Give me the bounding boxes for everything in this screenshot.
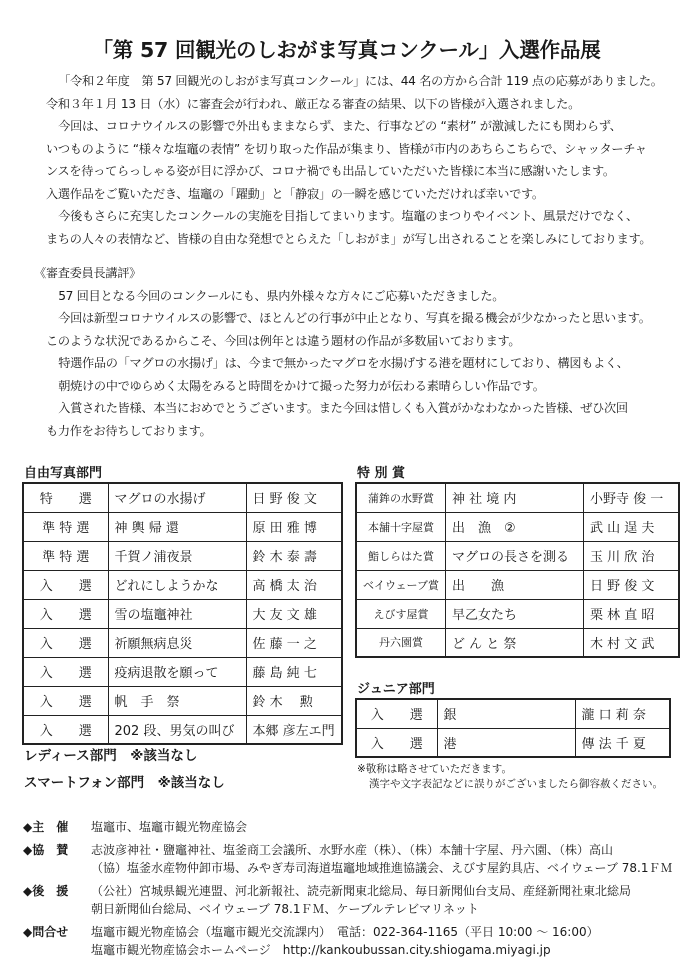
junior-section-heading: ジュニア部門 — [357, 682, 435, 697]
review-line: も力作をお待ちしております。 — [46, 423, 212, 438]
photographer-cell: 佐 藤 一 之 — [246, 628, 342, 657]
review-heading: 《審査委員長講評》 — [34, 266, 141, 280]
table-row — [23, 570, 342, 599]
free-section-table — [22, 482, 343, 745]
photographer-cell: 傳 法 千 夏 — [575, 728, 670, 757]
work-title-cell: 祈願無病息災 — [108, 628, 246, 657]
info-block — [23, 818, 673, 964]
page-title: 「第 57 回観光のしおがま写真コンクール」入選作品展 — [92, 38, 601, 62]
work-title-cell: 銀 — [437, 699, 575, 728]
special-section-heading: 特 別 賞 — [357, 466, 406, 481]
award-rank-cell: 入 選 — [23, 628, 108, 657]
award-rank-cell: 鮨しらはた賞 — [356, 541, 446, 570]
award-rank-cell: 入 選 — [356, 728, 437, 757]
photographer-cell: 藤 島 純 七 — [246, 657, 342, 686]
work-title-cell: 千賀ノ浦夜景 — [108, 541, 246, 570]
info-line: 朝日新聞仙台総局、ベイウェーブ 78.1ＦＭ、ケーブルテレビマリネット — [91, 902, 479, 916]
award-rank-cell: 入 選 — [356, 699, 437, 728]
photographer-cell: 日 野 俊 文 — [246, 483, 342, 512]
intro-line: まちの人々の表情など、皆様の自由な発想でとらえた「しおがま」が写し出されることを楽しみにしております。 — [46, 231, 652, 246]
honorific-note-line: ※敬称は略させていただきます。 — [357, 763, 512, 775]
table-row — [356, 570, 679, 599]
work-title-cell: 出 漁 — [446, 570, 584, 599]
info-values — [91, 882, 673, 919]
intro-line: いつものように “様々な塩竈の表情” を切り取った作品が集まり、皆様が市内のあちらこちらで、シャッターチャ — [46, 141, 647, 156]
ladies-note: レディース部門 ※該当なし — [24, 748, 198, 764]
review-line: 今回は新型コロナウイルスの影響で、ほとんどの行事が中止となり、写真を撮る機会が少なかったと思います。 — [58, 311, 651, 325]
photographer-cell: 木 村 文 武 — [584, 628, 679, 657]
table-row — [356, 699, 670, 728]
award-rank-cell: 特 選 — [23, 483, 108, 512]
award-rank-cell: ベイウェーブ賞 — [356, 570, 446, 599]
award-rank-cell: 入 選 — [23, 657, 108, 686]
free-section-heading: 自由写真部門 — [24, 466, 103, 481]
info-line: 塩竈市、塩竈市観光物産協会 — [91, 820, 248, 834]
info-line: （公社）宮城県観光連盟、河北新報社、読売新聞東北総局、毎日新聞仙台支局、産経新聞社東北総局 — [91, 883, 632, 898]
info-line: 塩竈市観光物産協会ホームページ http://kankoubussan.city.shiogama.miyagi.jp — [91, 943, 551, 957]
award-rank-cell: 入 選 — [23, 599, 108, 628]
table-row — [23, 686, 342, 715]
info-label: ◆主 催 — [23, 820, 69, 834]
award-rank-cell: 入 選 — [23, 570, 108, 599]
table-row — [23, 512, 342, 541]
info-label: ◆問合せ — [23, 924, 69, 939]
work-title-cell: 202 段、男気の叫び — [108, 715, 246, 744]
photographer-cell: 武 山 逞 夫 — [584, 512, 679, 541]
honorific-note — [357, 762, 663, 792]
work-title-cell: ど ん と 祭 — [446, 628, 584, 657]
work-title-cell: 神 輿 帰 還 — [108, 512, 246, 541]
info-row — [23, 841, 673, 878]
intro-line: ンスを待ってらっしゃる姿が目に浮かび、コロナ禍でも出品していただいた皆様に本当に感謝いたします。 — [46, 164, 615, 178]
intro-line: 入選作品をご覧いただき、塩竈の「躍動」と「静寂」の一瞬を感じていただければ幸いです。 — [46, 186, 544, 201]
info-values — [91, 923, 673, 960]
table-row — [23, 541, 342, 570]
photographer-cell: 鈴 木 泰 壽 — [246, 541, 342, 570]
work-title-cell: マグロの長さを測る — [446, 541, 584, 570]
award-rank-cell: 入 選 — [23, 686, 108, 715]
photographer-cell: 玉 川 欣 治 — [584, 541, 679, 570]
info-label: ◆後 援 — [23, 883, 69, 898]
info-line: 志波彦神社・鹽竈神社、塩釜商工会議所、水野水産（株）、（株）本舗十字屋、丹六園、（株）高山 — [91, 842, 614, 857]
intro-line: 今後もさらに充実したコンクールの実施を目指してまいります。塩竈のまつりやイベント、風景だけでなく、 — [58, 209, 638, 223]
honorific-note-line: 漢字や文字表記などに誤りがございましたら御容赦ください。 — [369, 778, 663, 790]
photographer-cell: 小野寺 俊 一 — [584, 483, 679, 512]
work-title-cell: 港 — [437, 728, 575, 757]
info-label: ◆協 賛 — [23, 842, 69, 857]
work-title-cell: 疫病退散を願って — [108, 657, 246, 686]
smartphone-note: スマートフォン部門 ※該当なし — [24, 775, 225, 791]
intro-line: 令和３年１月 13 日（水）に審査会が行われ、厳正なる審査の結果、以下の皆様が入選されました。 — [46, 96, 580, 111]
photographer-cell: 本郷 彦左エ門 — [246, 715, 342, 744]
photographer-cell: 原 田 雅 博 — [246, 512, 342, 541]
work-title-cell: 神 社 境 内 — [446, 483, 584, 512]
photographer-cell: 栗 林 直 昭 — [584, 599, 679, 628]
intro-text — [46, 70, 663, 250]
intro-line: 「令和２年度 第 57 回観光のしおがま写真コンクール」には、44 名の方から合計 119 点の応募がありました。 — [58, 74, 663, 88]
review-line: このような状況であるからこそ、今回は例年とは違う題材の作品が多数届いております。 — [46, 333, 521, 348]
award-rank-cell: 蒲鉾の水野賞 — [356, 483, 446, 512]
review-line: 57 回目となる今回のコンクールにも、県内外様々な方々にご応募いただきました。 — [58, 288, 505, 303]
award-rank-cell: 準 特 選 — [23, 541, 108, 570]
award-rank-cell: 丹六園賞 — [356, 628, 446, 657]
table-row — [23, 599, 342, 628]
info-line: （協）塩釜水産物仲卸市場、みやぎ寿司海道塩竈地域推進協議会、えびす屋釣具店、ベイウェーブ 78.1ＦＭ — [91, 861, 673, 875]
award-rank-cell: 入 選 — [23, 715, 108, 744]
table-row — [23, 483, 342, 512]
table-row — [23, 657, 342, 686]
review-text — [34, 262, 656, 442]
info-line: 塩竈市観光物産協会（塩竈市観光交流課内） 電話：022-364-1165（平日 10:00 ～ 16:00） — [91, 924, 599, 939]
intro-line: 今回は、コロナウイルスの影響で外出もままならず、また、行事などの “素材” が激減したにも関わらず、 — [58, 119, 622, 133]
junior-section-table — [355, 698, 671, 758]
table-row — [356, 483, 679, 512]
table-row — [356, 728, 670, 757]
table-row — [356, 599, 679, 628]
info-row — [23, 882, 673, 919]
info-values — [91, 818, 673, 837]
work-title-cell: 出 漁 ② — [446, 512, 584, 541]
work-title-cell: 早乙女たち — [446, 599, 584, 628]
review-line: 特選作品の「マグロの水揚げ」は、今まで無かったマグロを水揚げする港を題材にしており、構図もよく、 — [58, 356, 629, 370]
table-row — [23, 628, 342, 657]
award-rank-cell: 準 特 選 — [23, 512, 108, 541]
photographer-cell: 瀧 口 莉 奈 — [575, 699, 670, 728]
photographer-cell: 大 友 文 雄 — [246, 599, 342, 628]
table-row — [23, 715, 342, 744]
table-row — [356, 628, 679, 657]
table-row — [356, 512, 679, 541]
table-row — [356, 541, 679, 570]
info-values — [91, 841, 673, 878]
special-section-table — [355, 482, 680, 658]
work-title-cell: どれにしようかな — [108, 570, 246, 599]
info-row — [23, 818, 673, 837]
work-title-cell: 帆 手 祭 — [108, 686, 246, 715]
award-rank-cell: 本舗十字屋賞 — [356, 512, 446, 541]
work-title-cell: 雪の塩竈神社 — [108, 599, 246, 628]
photographer-cell: 日 野 俊 文 — [584, 570, 679, 599]
review-line: 入賞された皆様、本当におめでとうございます。また今回は惜しくも入賞がかなわなかった皆様、ぜひ次回 — [58, 401, 628, 415]
photographer-cell: 鈴 木 勲 — [246, 686, 342, 715]
review-line: 朝焼けの中でゆらめく太陽をみると時間をかけて撮った努力が伝わる素晴らしい作品です。 — [58, 378, 545, 393]
info-row — [23, 923, 673, 960]
work-title-cell: マグロの水揚げ — [108, 483, 246, 512]
photographer-cell: 高 橋 太 治 — [246, 570, 342, 599]
award-rank-cell: えびす屋賞 — [356, 599, 446, 628]
